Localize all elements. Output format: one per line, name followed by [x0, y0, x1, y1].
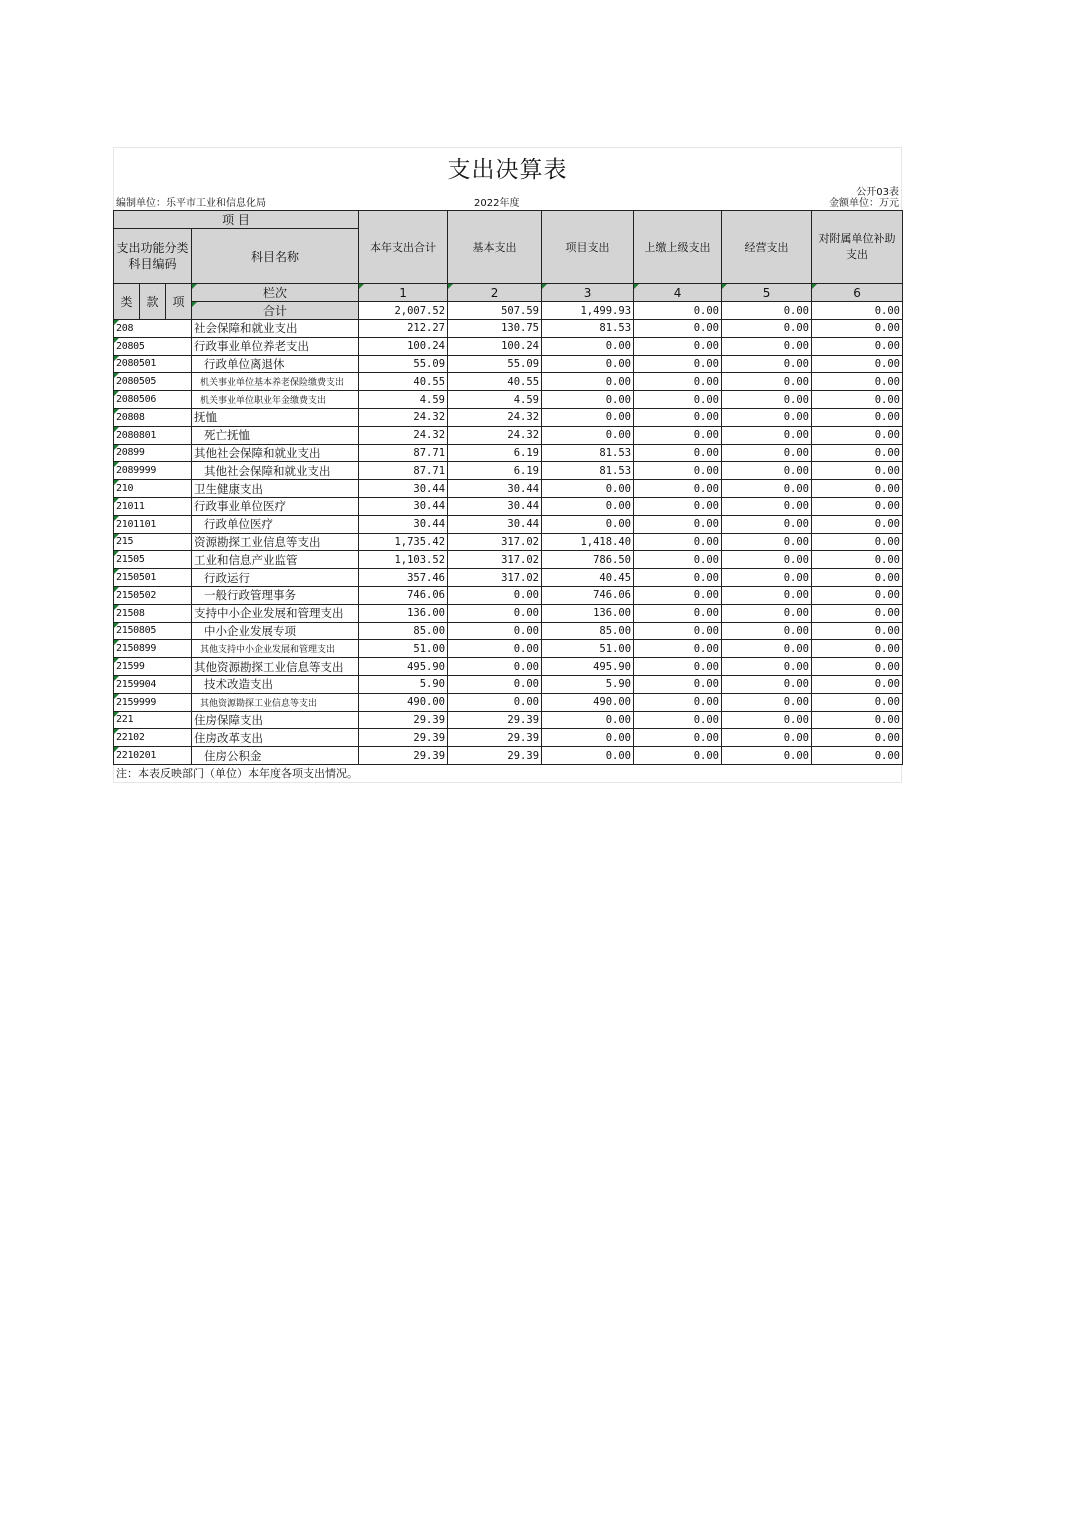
amount-cell: 0.00 — [812, 729, 903, 747]
amount-cell: 0.00 — [812, 747, 903, 765]
amount-cell: 0.00 — [634, 320, 722, 338]
col-num-3: 3 — [542, 284, 634, 302]
subject-code: 21011 — [114, 497, 192, 515]
amount-cell: 0.00 — [448, 640, 542, 658]
subject-code: 2080501 — [114, 355, 192, 373]
subject-name: 资源勘探工业信息等支出 — [192, 533, 359, 551]
table-row — [114, 569, 903, 587]
header-col-1: 本年支出合计 — [359, 211, 448, 284]
subject-name: 其他资源勘探工业信息等支出 — [192, 658, 359, 676]
col-num-2: 2 — [448, 284, 542, 302]
page-title: 支出决算表 — [447, 157, 568, 183]
amount-cell: 85.00 — [359, 622, 448, 640]
subject-code: 208 — [114, 320, 192, 338]
amount-cell: 0.00 — [812, 408, 903, 426]
subject-code: 2210201 — [114, 747, 192, 765]
amount-cell: 0.00 — [634, 747, 722, 765]
title-row — [113, 147, 902, 181]
amount-cell: 0.00 — [634, 444, 722, 462]
amount-cell: 29.39 — [359, 729, 448, 747]
amount-cell: 0.00 — [634, 462, 722, 480]
amount-cell: 1,103.52 — [359, 551, 448, 569]
amount-cell: 0.00 — [722, 391, 812, 409]
subject-name: 死亡抚恤 — [192, 426, 359, 444]
amount-cell: 0.00 — [634, 355, 722, 373]
subject-name: 行政单位医疗 — [192, 515, 359, 533]
amount-cell: 1,735.42 — [359, 533, 448, 551]
header-col-4: 上缴上级支出 — [634, 211, 722, 284]
amount-cell: 6.19 — [448, 444, 542, 462]
amount-cell: 212.27 — [359, 320, 448, 338]
subject-name: 机关事业单位职业年金缴费支出 — [192, 391, 359, 409]
table-row — [114, 497, 903, 515]
amount-cell: 0.00 — [722, 533, 812, 551]
header-row-item — [114, 211, 903, 229]
amount-cell: 0.00 — [722, 622, 812, 640]
table-row — [114, 408, 903, 426]
subject-code: 2080801 — [114, 426, 192, 444]
table-row — [114, 533, 903, 551]
amount-cell: 0.00 — [722, 693, 812, 711]
amount-cell: 0.00 — [722, 408, 812, 426]
header-col-5: 经营支出 — [722, 211, 812, 284]
header-col-2: 基本支出 — [448, 211, 542, 284]
subject-name: 其他支持中小企业发展和管理支出 — [192, 640, 359, 658]
amount-cell: 786.50 — [542, 551, 634, 569]
amount-cell: 0.00 — [634, 480, 722, 498]
amount-cell: 0.00 — [542, 337, 634, 355]
table-row — [114, 675, 903, 693]
subject-name: 技术改造支出 — [192, 675, 359, 693]
table-row — [114, 320, 903, 338]
amount-cell: 0.00 — [812, 355, 903, 373]
amount-cell: 0.00 — [812, 569, 903, 587]
amount-cell: 0.00 — [812, 533, 903, 551]
amount-cell: 0.00 — [542, 729, 634, 747]
amount-cell: 0.00 — [812, 586, 903, 604]
meta-row — [113, 181, 902, 210]
amount-cell: 0.00 — [812, 604, 903, 622]
subject-code: 215 — [114, 533, 192, 551]
amount-cell: 0.00 — [722, 497, 812, 515]
amount-cell: 24.32 — [359, 426, 448, 444]
table-row — [114, 426, 903, 444]
subject-code: 21508 — [114, 604, 192, 622]
amount-cell: 40.55 — [359, 373, 448, 391]
total-value: 1,499.93 — [542, 302, 634, 320]
amount-cell: 0.00 — [812, 551, 903, 569]
subject-code: 2150899 — [114, 640, 192, 658]
subject-code: 221 — [114, 711, 192, 729]
table-row — [114, 711, 903, 729]
subject-code: 2150501 — [114, 569, 192, 587]
col-num-4: 4 — [634, 284, 722, 302]
amount-cell: 0.00 — [722, 320, 812, 338]
subject-code: 2159904 — [114, 675, 192, 693]
amount-cell: 0.00 — [448, 658, 542, 676]
amount-cell: 0.00 — [722, 551, 812, 569]
amount-cell: 317.02 — [448, 533, 542, 551]
amount-cell: 0.00 — [812, 675, 903, 693]
header-subject-name: 科目名称 — [192, 229, 359, 284]
amount-cell: 0.00 — [722, 355, 812, 373]
table-row — [114, 747, 903, 765]
amount-cell: 0.00 — [634, 675, 722, 693]
subject-name: 抚恤 — [192, 408, 359, 426]
amount-cell: 0.00 — [634, 497, 722, 515]
amount-cell: 317.02 — [448, 569, 542, 587]
total-value: 0.00 — [812, 302, 903, 320]
amount-cell: 30.44 — [448, 497, 542, 515]
amount-cell: 0.00 — [634, 533, 722, 551]
amount-cell: 0.00 — [812, 497, 903, 515]
amount-cell: 0.00 — [634, 658, 722, 676]
amount-cell: 81.53 — [542, 444, 634, 462]
subject-name: 工业和信息产业监管 — [192, 551, 359, 569]
table-note: 注：本表反映部门（单位）本年度各项支出情况。 — [113, 765, 902, 783]
subject-code: 210 — [114, 480, 192, 498]
amount-cell: 0.00 — [634, 551, 722, 569]
total-value: 0.00 — [634, 302, 722, 320]
total-label: 合计 — [192, 302, 359, 320]
subject-name: 行政运行 — [192, 569, 359, 587]
amount-cell: 87.71 — [359, 444, 448, 462]
money-unit: 金额单位：万元 — [829, 198, 899, 209]
amount-cell: 0.00 — [722, 480, 812, 498]
subject-code: 2089999 — [114, 462, 192, 480]
table-row — [114, 604, 903, 622]
subject-name: 住房公积金 — [192, 747, 359, 765]
amount-cell: 5.90 — [542, 675, 634, 693]
amount-cell: 0.00 — [634, 711, 722, 729]
amount-cell: 0.00 — [542, 355, 634, 373]
subject-name: 机关事业单位基本养老保险缴费支出 — [192, 373, 359, 391]
header-lanci: 栏次 — [192, 284, 359, 302]
amount-cell: 0.00 — [542, 747, 634, 765]
amount-cell: 24.32 — [448, 408, 542, 426]
amount-cell: 0.00 — [812, 426, 903, 444]
amount-cell: 0.00 — [722, 569, 812, 587]
amount-cell: 0.00 — [722, 711, 812, 729]
table-row — [114, 337, 903, 355]
form-code: 公开03表 — [856, 187, 899, 198]
amount-cell: 0.00 — [634, 693, 722, 711]
subject-name: 住房改革支出 — [192, 729, 359, 747]
subject-name: 行政事业单位养老支出 — [192, 337, 359, 355]
amount-cell: 0.00 — [722, 729, 812, 747]
table-row — [114, 729, 903, 747]
subject-code: 2150805 — [114, 622, 192, 640]
amount-cell: 40.45 — [542, 569, 634, 587]
amount-cell: 130.75 — [448, 320, 542, 338]
compiling-unit: 编制单位：乐平市工业和信息化局 — [116, 198, 266, 209]
amount-cell: 30.44 — [359, 515, 448, 533]
table-row — [114, 693, 903, 711]
amount-cell: 0.00 — [812, 320, 903, 338]
table-row — [114, 391, 903, 409]
table-row — [114, 373, 903, 391]
subject-name: 卫生健康支出 — [192, 480, 359, 498]
amount-cell: 6.19 — [448, 462, 542, 480]
amount-cell: 55.09 — [359, 355, 448, 373]
amount-cell: 357.46 — [359, 569, 448, 587]
subject-name: 中小企业发展专项 — [192, 622, 359, 640]
amount-cell: 1,418.40 — [542, 533, 634, 551]
amount-cell: 0.00 — [722, 462, 812, 480]
amount-cell: 81.53 — [542, 462, 634, 480]
amount-cell: 490.00 — [542, 693, 634, 711]
amount-cell: 0.00 — [634, 426, 722, 444]
amount-cell: 490.00 — [359, 693, 448, 711]
amount-cell: 29.39 — [448, 711, 542, 729]
amount-cell: 0.00 — [812, 480, 903, 498]
amount-cell: 29.39 — [359, 711, 448, 729]
amount-cell: 0.00 — [812, 515, 903, 533]
amount-cell: 136.00 — [542, 604, 634, 622]
amount-cell: 0.00 — [722, 515, 812, 533]
amount-cell: 4.59 — [448, 391, 542, 409]
amount-cell: 85.00 — [542, 622, 634, 640]
amount-cell: 746.06 — [359, 586, 448, 604]
subject-name: 住房保障支出 — [192, 711, 359, 729]
amount-cell: 5.90 — [359, 675, 448, 693]
amount-cell: 0.00 — [542, 711, 634, 729]
amount-cell: 0.00 — [812, 444, 903, 462]
amount-cell: 0.00 — [542, 391, 634, 409]
table-row — [114, 658, 903, 676]
table-row — [114, 462, 903, 480]
col-num-5: 5 — [722, 284, 812, 302]
amount-cell: 0.00 — [448, 675, 542, 693]
table-row — [114, 480, 903, 498]
amount-cell: 0.00 — [722, 640, 812, 658]
col-num-6: 6 — [812, 284, 903, 302]
amount-cell: 0.00 — [634, 337, 722, 355]
amount-cell: 0.00 — [722, 604, 812, 622]
subject-name: 行政事业单位医疗 — [192, 497, 359, 515]
subject-code: 20808 — [114, 408, 192, 426]
amount-cell: 51.00 — [542, 640, 634, 658]
table-row — [114, 515, 903, 533]
amount-cell: 0.00 — [722, 747, 812, 765]
amount-cell: 0.00 — [448, 604, 542, 622]
subject-name: 其他社会保障和就业支出 — [192, 462, 359, 480]
amount-cell: 0.00 — [542, 497, 634, 515]
amount-cell: 0.00 — [542, 408, 634, 426]
amount-cell: 0.00 — [448, 693, 542, 711]
subject-code: 21599 — [114, 658, 192, 676]
subject-code: 22102 — [114, 729, 192, 747]
amount-cell: 0.00 — [812, 391, 903, 409]
amount-cell: 0.00 — [722, 426, 812, 444]
subject-name: 支持中小企业发展和管理支出 — [192, 604, 359, 622]
amount-cell: 30.44 — [448, 515, 542, 533]
amount-cell: 0.00 — [542, 373, 634, 391]
subject-name: 行政单位离退休 — [192, 355, 359, 373]
amount-cell: 0.00 — [812, 640, 903, 658]
amount-cell: 495.90 — [359, 658, 448, 676]
amount-cell: 317.02 — [448, 551, 542, 569]
amount-cell: 0.00 — [812, 658, 903, 676]
amount-cell: 746.06 — [542, 586, 634, 604]
subject-code: 2101101 — [114, 515, 192, 533]
amount-cell: 30.44 — [359, 497, 448, 515]
amount-cell: 0.00 — [448, 586, 542, 604]
header-func-code: 支出功能分类科目编码 — [114, 229, 192, 284]
amount-cell: 136.00 — [359, 604, 448, 622]
table-row — [114, 640, 903, 658]
total-row — [114, 302, 903, 320]
subject-name: 其他社会保障和就业支出 — [192, 444, 359, 462]
amount-cell: 0.00 — [812, 373, 903, 391]
amount-cell: 0.00 — [722, 444, 812, 462]
header-row-lanci — [114, 284, 903, 302]
amount-cell: 0.00 — [634, 586, 722, 604]
amount-cell: 0.00 — [542, 480, 634, 498]
amount-cell: 0.00 — [722, 337, 812, 355]
fiscal-year: 2022年度 — [474, 198, 520, 209]
amount-cell: 0.00 — [722, 373, 812, 391]
subject-name: 社会保障和就业支出 — [192, 320, 359, 338]
amount-cell: 0.00 — [634, 622, 722, 640]
amount-cell: 40.55 — [448, 373, 542, 391]
header-lei: 类 — [114, 284, 140, 320]
amount-cell: 495.90 — [542, 658, 634, 676]
total-value: 507.59 — [448, 302, 542, 320]
subject-code: 21505 — [114, 551, 192, 569]
table-row — [114, 622, 903, 640]
table-row — [114, 551, 903, 569]
amount-cell: 30.44 — [359, 480, 448, 498]
expenditure-table — [113, 210, 903, 765]
subject-code: 20805 — [114, 337, 192, 355]
amount-cell: 0.00 — [722, 586, 812, 604]
amount-cell: 30.44 — [448, 480, 542, 498]
amount-cell: 100.24 — [448, 337, 542, 355]
amount-cell: 0.00 — [812, 693, 903, 711]
amount-cell: 0.00 — [634, 640, 722, 658]
subject-name: 其他资源勘探工业信息等支出 — [192, 693, 359, 711]
amount-cell: 0.00 — [634, 604, 722, 622]
table-row — [114, 444, 903, 462]
amount-cell: 0.00 — [634, 515, 722, 533]
amount-cell: 0.00 — [722, 675, 812, 693]
amount-cell: 0.00 — [812, 711, 903, 729]
amount-cell: 0.00 — [634, 408, 722, 426]
header-xiang: 项 — [166, 284, 192, 320]
subject-code: 2080505 — [114, 373, 192, 391]
amount-cell: 4.59 — [359, 391, 448, 409]
subject-code: 2150502 — [114, 586, 192, 604]
amount-cell: 0.00 — [448, 622, 542, 640]
amount-cell: 29.39 — [448, 747, 542, 765]
amount-cell: 29.39 — [448, 729, 542, 747]
header-col-3: 项目支出 — [542, 211, 634, 284]
table-row — [114, 586, 903, 604]
amount-cell: 0.00 — [812, 622, 903, 640]
col-num-1: 1 — [359, 284, 448, 302]
amount-cell: 0.00 — [812, 462, 903, 480]
header-kuan: 款 — [140, 284, 166, 320]
amount-cell: 0.00 — [634, 373, 722, 391]
subject-code: 20899 — [114, 444, 192, 462]
subject-code: 2080506 — [114, 391, 192, 409]
subject-code: 2159999 — [114, 693, 192, 711]
amount-cell: 24.32 — [448, 426, 542, 444]
header-col-6: 对附属单位补助支出 — [812, 211, 903, 284]
amount-cell: 100.24 — [359, 337, 448, 355]
expenditure-sheet — [113, 147, 902, 783]
amount-cell: 29.39 — [359, 747, 448, 765]
amount-cell: 0.00 — [542, 515, 634, 533]
amount-cell: 0.00 — [812, 337, 903, 355]
amount-cell: 81.53 — [542, 320, 634, 338]
total-value: 0.00 — [722, 302, 812, 320]
subject-name: 一般行政管理事务 — [192, 586, 359, 604]
amount-cell: 0.00 — [634, 729, 722, 747]
amount-cell: 87.71 — [359, 462, 448, 480]
amount-cell: 0.00 — [634, 569, 722, 587]
amount-cell: 24.32 — [359, 408, 448, 426]
table-row — [114, 355, 903, 373]
amount-cell: 55.09 — [448, 355, 542, 373]
amount-cell: 0.00 — [542, 426, 634, 444]
amount-cell: 0.00 — [722, 658, 812, 676]
amount-cell: 0.00 — [634, 391, 722, 409]
total-value: 2,007.52 — [359, 302, 448, 320]
header-item: 项 目 — [114, 211, 359, 229]
amount-cell: 51.00 — [359, 640, 448, 658]
